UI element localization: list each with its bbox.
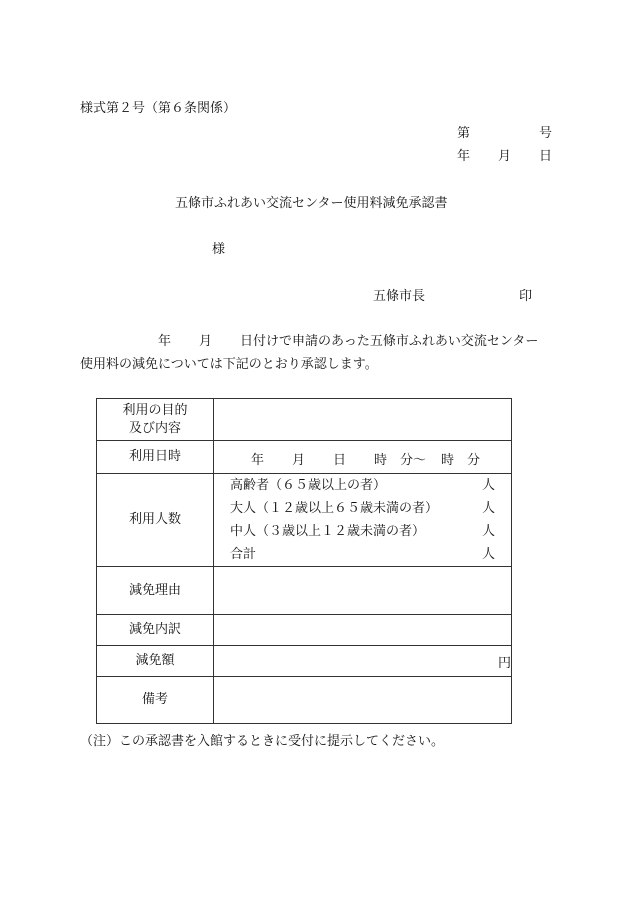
datetime-hour-start: 時 — [374, 453, 388, 468]
reason-row — [97, 567, 512, 615]
detail-value — [214, 615, 512, 646]
people-line — [230, 474, 495, 497]
approval-table — [96, 398, 512, 724]
reason-label: 減免理由 — [97, 567, 214, 615]
date-year: 年 — [457, 149, 471, 164]
datetime-row — [97, 441, 512, 474]
seal-mark: 印 — [519, 289, 533, 304]
notes-value — [214, 677, 512, 724]
amount-value — [214, 646, 512, 677]
detail-label: 減免内訳 — [97, 615, 214, 646]
detail-row — [97, 615, 512, 646]
document-number-prefix: 第 — [457, 126, 471, 141]
people-category-label: 大人（１２歳以上６５歳未満の者） — [230, 501, 439, 516]
people-total-label: 合計 — [230, 547, 257, 562]
datetime-label: 利用日時 — [97, 441, 214, 474]
people-unit: 人 — [481, 524, 495, 539]
datetime-minute-start: 分〜 — [400, 453, 427, 468]
datetime-month: 月 — [292, 453, 306, 468]
form-number: 様式第２号（第６条関係） — [80, 101, 237, 116]
amount-label: 減免額 — [97, 646, 214, 677]
purpose-row — [97, 399, 512, 441]
people-line — [230, 543, 495, 566]
purpose-label — [97, 399, 214, 441]
datetime-value — [214, 441, 512, 474]
people-label: 利用人数 — [97, 474, 214, 567]
people-line — [230, 497, 495, 520]
datetime-hour-end: 時 — [441, 453, 455, 468]
amount-row — [97, 646, 512, 677]
issuer-name: 五條市長 — [373, 289, 426, 304]
people-row — [97, 474, 512, 567]
people-value — [214, 474, 512, 567]
people-unit: 人 — [481, 478, 495, 493]
people-category-label: 高齢者（６５歳以上の者） — [230, 478, 387, 493]
datetime-minute-end: 分 — [467, 453, 481, 468]
people-unit: 人 — [481, 501, 495, 516]
datetime-year: 年 — [251, 453, 265, 468]
people-category-label: 中人（３歳以上１２歳未満の者） — [230, 524, 426, 539]
people-line — [230, 520, 495, 543]
purpose-label-line-1: 利用の目的 — [122, 402, 188, 418]
body-line-2: 使用料の減免については下記のとおり承認します。 — [80, 357, 378, 372]
notes-row — [97, 677, 512, 724]
body-year: 年 — [158, 334, 172, 349]
amount-unit: 円 — [497, 655, 511, 671]
date-month: 月 — [498, 149, 512, 164]
reason-value — [214, 567, 512, 615]
footnote: （注）この承認書を入館するときに受付に提示してください。 — [80, 734, 445, 749]
purpose-label-line-2: 及び内容 — [128, 420, 181, 436]
body-line-1: 日付けで申請のあった五條市ふれあい交流センター — [240, 334, 539, 349]
document-number-suffix: 号 — [539, 126, 553, 141]
document-title: 五條市ふれあい交流センター使用料減免承認書 — [175, 196, 448, 211]
body-month: 月 — [199, 334, 213, 349]
addressee-suffix: 様 — [212, 242, 226, 257]
date-day: 日 — [539, 149, 553, 164]
people-unit: 人 — [481, 547, 495, 562]
datetime-day: 日 — [333, 453, 347, 468]
notes-label: 備考 — [97, 677, 214, 724]
purpose-value — [214, 399, 512, 441]
